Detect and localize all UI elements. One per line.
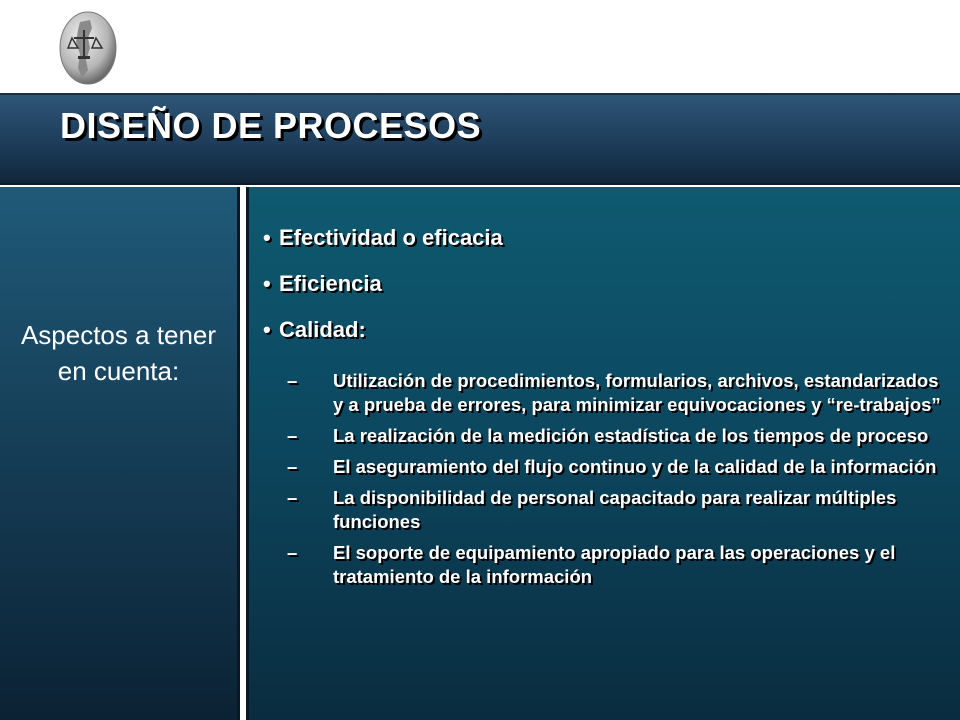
bullet-text: Efectividad o eficacia (279, 225, 503, 250)
sub-item (287, 486, 946, 534)
aspects-label: Aspectos a tener en cuenta: (20, 320, 217, 386)
sub-marker: – (287, 487, 298, 508)
sub-item (287, 455, 946, 479)
slide-title: DISEÑO DE PROCESOS (60, 105, 482, 146)
sub-item (287, 369, 946, 417)
sub-marker: – (287, 542, 298, 563)
sub-marker: – (287, 456, 298, 477)
logo-scales-icon (50, 8, 130, 88)
bullet-item (263, 271, 950, 297)
bullet-list (263, 225, 950, 363)
bullet-text: Calidad: (279, 317, 366, 342)
content-panel (246, 187, 960, 720)
sub-marker: – (287, 425, 298, 446)
sub-text: Utilización de procedimientos, formularios, archivos, estandarizados y a prueba de errores, para minimizar equivocaciones y “re-trabajos” (333, 370, 941, 415)
bullet-item (263, 317, 950, 343)
sub-marker: – (287, 370, 298, 391)
sub-text: La realización de la medición estadística de los tiempos de proceso (333, 425, 929, 446)
bullet-text: Eficiencia (279, 271, 382, 296)
bullet-marker: • (263, 225, 271, 250)
left-panel (0, 187, 240, 720)
sub-list (287, 369, 946, 596)
bullet-marker: • (263, 271, 271, 296)
title-bar (0, 93, 960, 185)
bullet-item (263, 225, 950, 251)
sub-text: El soporte de equipamiento apropiado para las operaciones y el tratamiento de la información (333, 542, 896, 587)
sub-text: La disponibilidad de personal capacitado para realizar múltiples funciones (333, 487, 897, 532)
sub-text: El aseguramiento del flujo continuo y de la calidad de la información (333, 456, 937, 477)
sub-item (287, 424, 946, 448)
bullet-marker: • (263, 317, 271, 342)
sub-item (287, 541, 946, 589)
